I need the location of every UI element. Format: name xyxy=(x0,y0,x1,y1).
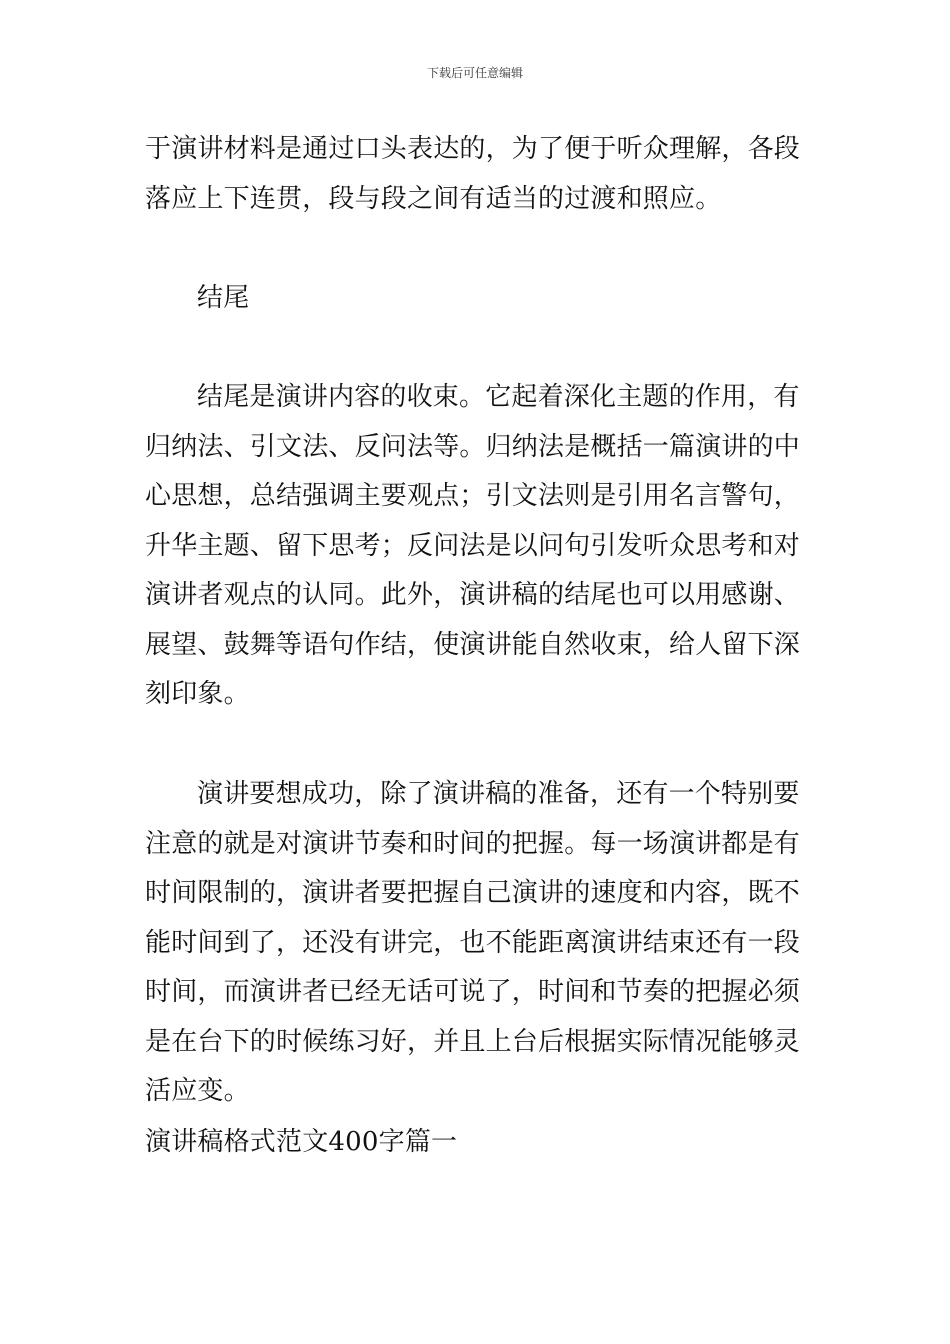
text-line: 活应变。 xyxy=(145,1076,250,1106)
paragraph-continuation xyxy=(145,125,809,224)
text-line: 落应上下连贯，段与段之间有适当的过渡和照应。 xyxy=(145,183,722,214)
text-line: 注意的就是对演讲节奏和时间的把握。每一场演讲都是有 xyxy=(145,828,801,859)
text-line: 展望、鼓舞等语句作结，使演讲能自然收束，给人留下深 xyxy=(145,629,801,660)
text-line: 能时间到了，还没有讲完，也不能距离演讲结束还有一段 xyxy=(145,927,801,958)
paragraph-ending xyxy=(145,373,809,720)
text-line: 升华主题、留下思考；反问法是以问句引发听众思考和对 xyxy=(145,530,801,561)
page-header: 下载后可任意编辑 xyxy=(426,66,523,80)
text-line: 心思想，总结强调主要观点；引文法则是引用名言警句， xyxy=(145,481,801,511)
text-line: 演讲要想成功，除了演讲稿的准备，还有一个特别要 xyxy=(197,779,800,809)
text-line: 刻印象。 xyxy=(145,679,250,709)
section-heading xyxy=(145,274,809,324)
text-line: 于演讲材料是通过口头表达的，为了便于听众理解，各段 xyxy=(145,134,801,164)
section-heading-text: 结尾 xyxy=(197,283,250,313)
text-line: 归纳法、引文法、反问法等。归纳法是概括一篇演讲的中 xyxy=(145,431,801,462)
text-line: 是在台下的时候练习好，并且上台后根据实际情况能够灵 xyxy=(145,1026,801,1057)
paragraph-timing xyxy=(145,770,809,1117)
text-line: 时间限制的，演讲者要把握自己演讲的速度和内容，既不 xyxy=(145,878,801,908)
section-title xyxy=(145,1118,809,1168)
text-line: 演讲者观点的认同。此外，演讲稿的结尾也可以用感谢、 xyxy=(145,580,801,610)
text-line: 时间，而演讲者已经无话可说了，时间和节奏的把握必须 xyxy=(145,977,801,1007)
section-title-text: 演讲稿格式范文400字篇一 xyxy=(145,1127,458,1157)
text-line: 结尾是演讲内容的收束。它起着深化主题的作用，有 xyxy=(197,382,800,412)
